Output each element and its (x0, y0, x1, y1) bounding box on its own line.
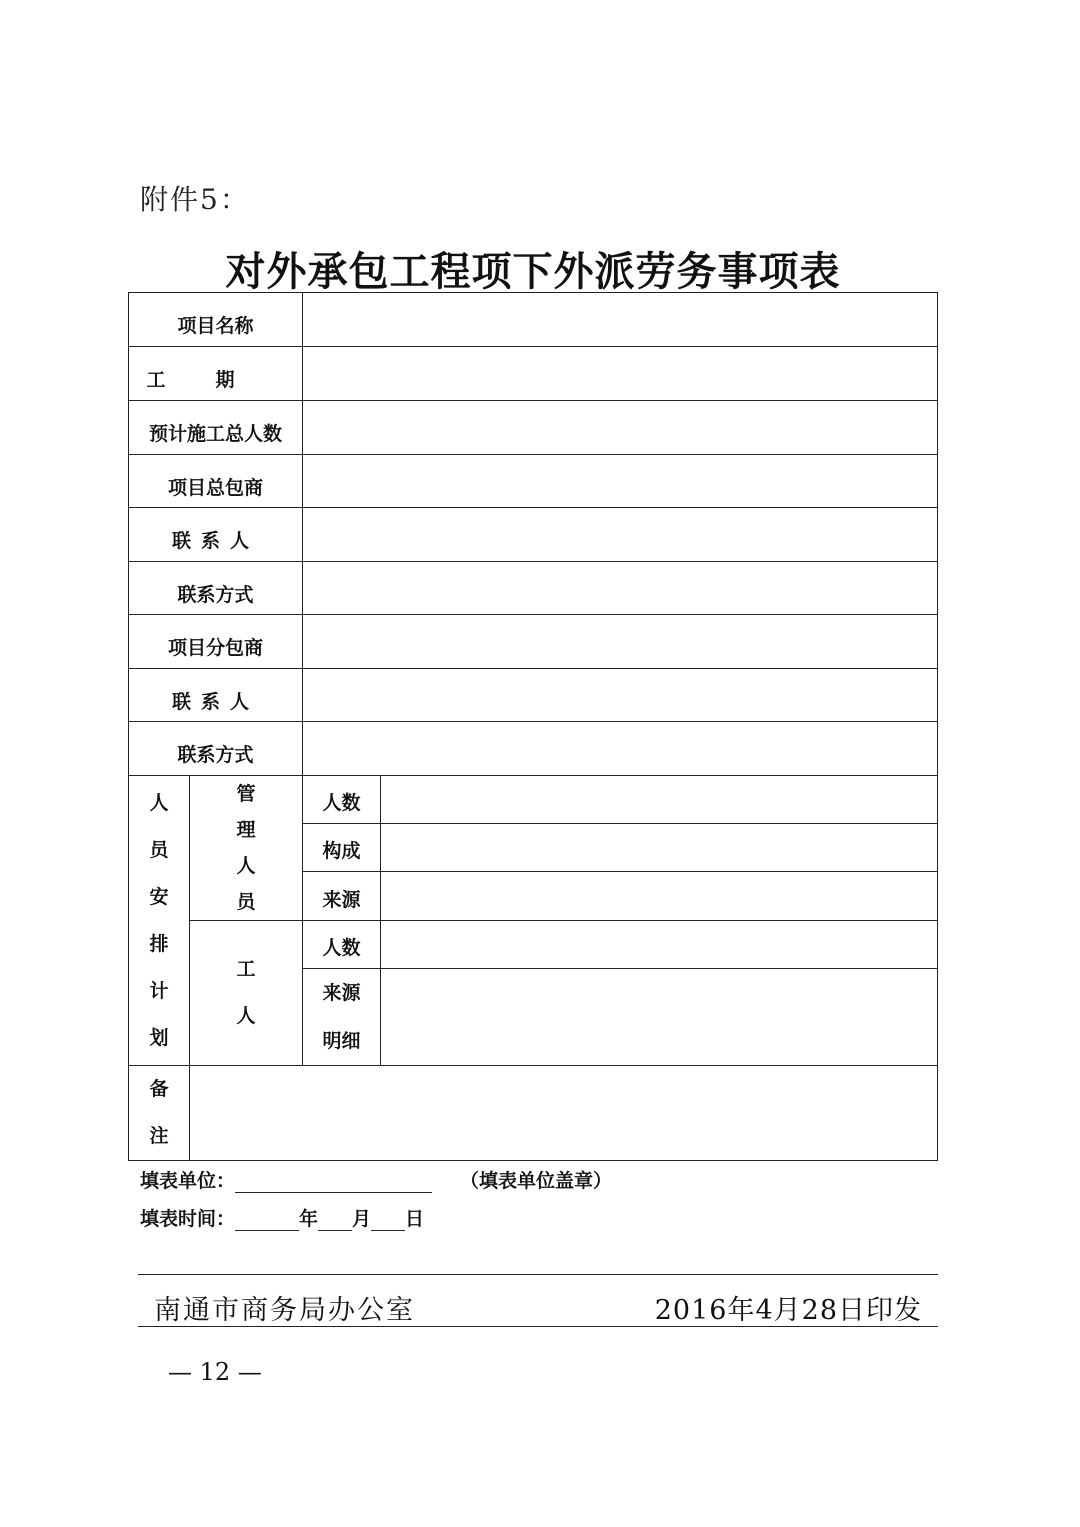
colophon-bottom-rule (138, 1326, 938, 1327)
contractor-phone-input[interactable] (303, 562, 938, 615)
attachment-label: 附件5： (140, 183, 250, 216)
seal-note: （填表单位盖章） (460, 1170, 613, 1192)
form-row (129, 615, 938, 669)
construction-period-input[interactable] (303, 347, 938, 401)
form-row (129, 401, 938, 455)
year-label: 年 (299, 1208, 319, 1230)
filling-date-line (140, 1204, 424, 1231)
day-field[interactable] (371, 1208, 405, 1231)
remarks-input[interactable] (190, 1066, 938, 1161)
issue-date: 2016年4月28日印发 (654, 1295, 922, 1326)
staffing-plan-label (129, 776, 190, 1066)
workers-label (190, 921, 303, 1066)
workers-count-input[interactable] (381, 921, 938, 969)
sub-field-label: 人数 (303, 921, 381, 969)
month-label: 月 (352, 1208, 372, 1230)
vertical-label-text: 人员安排计划 (149, 791, 169, 1049)
field-label: 预计施工总人数 (129, 401, 303, 455)
sub-field-label: 人数 (303, 776, 381, 824)
year-field[interactable] (235, 1208, 299, 1231)
management-source-input[interactable] (381, 872, 938, 921)
general-contractor-input[interactable] (303, 455, 938, 508)
filling-unit-line (140, 1166, 612, 1193)
plan-row (129, 776, 938, 824)
filling-unit-field[interactable] (235, 1170, 432, 1193)
sub-field-label: 构成 (303, 824, 381, 872)
sub-field-label-text: 来源明细 (322, 982, 361, 1052)
subcontractor-input[interactable] (303, 615, 938, 669)
form-row (129, 508, 938, 562)
field-label: 项目总包商 (129, 455, 303, 508)
project-name-input[interactable] (303, 293, 938, 347)
form-row (129, 562, 938, 615)
vertical-label-text: 工人 (236, 958, 256, 1027)
day-label: 日 (405, 1208, 425, 1230)
remarks-label (129, 1066, 190, 1161)
sub-field-label: 来源 (303, 872, 381, 921)
field-label: 联系方式 (129, 562, 303, 615)
sub-field-label (303, 969, 381, 1066)
filling-date-label: 填表时间： (140, 1208, 236, 1230)
subcontractor-contact-input[interactable] (303, 669, 938, 722)
remarks-row (129, 1066, 938, 1161)
form-row (129, 455, 938, 508)
form-row (129, 293, 938, 347)
filling-unit-label: 填表单位： (140, 1170, 236, 1192)
management-count-input[interactable] (381, 776, 938, 824)
subcontractor-phone-input[interactable] (303, 722, 938, 776)
document-title: 对外承包工程项下外派劳务事项表 (225, 249, 841, 295)
field-label: 项目名称 (129, 293, 303, 347)
field-label: 联系人 (129, 669, 303, 722)
vertical-label-text: 管理人员 (236, 783, 256, 913)
total-workers-input[interactable] (303, 401, 938, 455)
management-label (190, 776, 303, 921)
vertical-label-text: 备注 (149, 1078, 169, 1147)
form-row (129, 722, 938, 776)
page-number: — 12 — (168, 1358, 262, 1386)
contractor-contact-input[interactable] (303, 508, 938, 562)
field-label: 工期 (129, 347, 303, 401)
form-row (129, 669, 938, 722)
issuing-office: 南通市商务局办公室 (154, 1295, 415, 1326)
field-label: 联系方式 (129, 722, 303, 776)
management-composition-input[interactable] (381, 824, 938, 872)
field-label: 联系人 (129, 508, 303, 562)
month-field[interactable] (318, 1208, 352, 1231)
form-row (129, 347, 938, 401)
workers-source-detail-input[interactable] (381, 969, 938, 1066)
registration-form-table (128, 292, 938, 1161)
field-label: 项目分包商 (129, 615, 303, 669)
plan-row (129, 921, 938, 969)
colophon-top-rule (138, 1274, 938, 1275)
